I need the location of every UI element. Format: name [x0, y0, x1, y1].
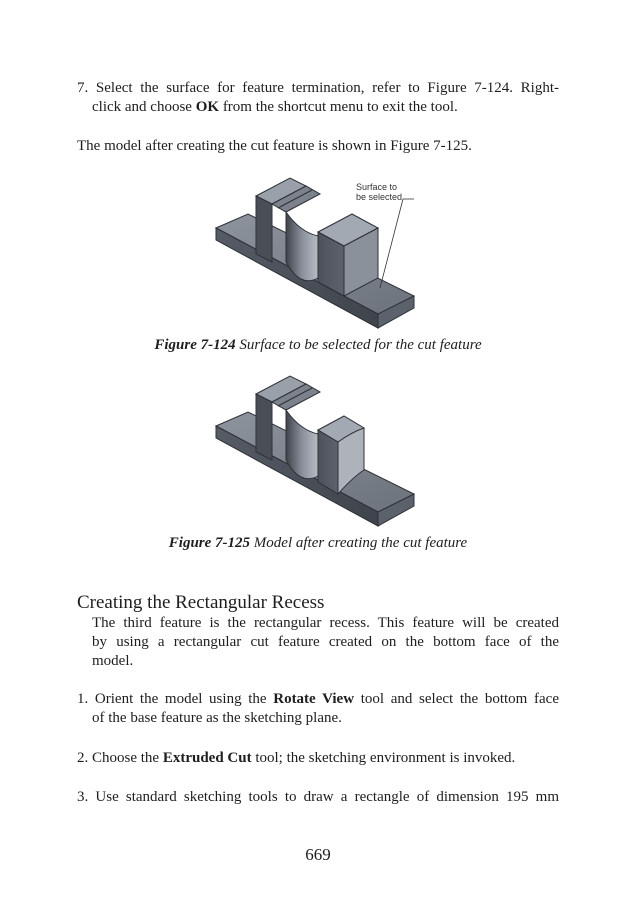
step-1-line-1: 1. Orient the model using the Rotate View tool and select the bottom face	[77, 691, 559, 707]
step-3-line-1: 3. Use standard sketching tools to draw a rectangle of dimension 195 mm	[77, 789, 559, 805]
ok-label: OK	[195, 99, 220, 115]
figure-7-124-caption: Figure 7-124 Surface to be selected for the cut feature	[154, 337, 482, 353]
step-2: 2. Choose the Extruded Cut tool; the sketching environment is invoked.	[77, 750, 516, 766]
figure-7-125-caption: Figure 7-125 Model after creating the cut feature	[168, 535, 468, 551]
section-heading: Creating the Rectangular Recess	[77, 592, 325, 613]
step-1-line-2: of the base feature as the sketching plane.	[92, 710, 342, 726]
step-7-line-1: 7. Select the surface for feature termination, refer to Figure 7-124. Right-	[77, 80, 559, 96]
rotate-view-label: Rotate View	[273, 691, 355, 707]
step-7-line-2: click and choose OK from the shortcut menu to exit the tool.	[92, 99, 458, 115]
section-intro-line-2: by using a rectangular cut feature created on the bottom face of the	[92, 634, 559, 650]
page-number: 669	[305, 845, 331, 864]
section-intro-line-3: model.	[92, 653, 134, 669]
callout-label: Surface to be selected	[356, 182, 403, 202]
section-intro-line-1: The third feature is the rectangular recess. This feature will be created	[92, 615, 559, 631]
model-paragraph: The model after creating the cut feature is shown in Figure 7-125.	[77, 138, 472, 154]
extruded-cut-label: Extruded Cut	[162, 750, 252, 766]
